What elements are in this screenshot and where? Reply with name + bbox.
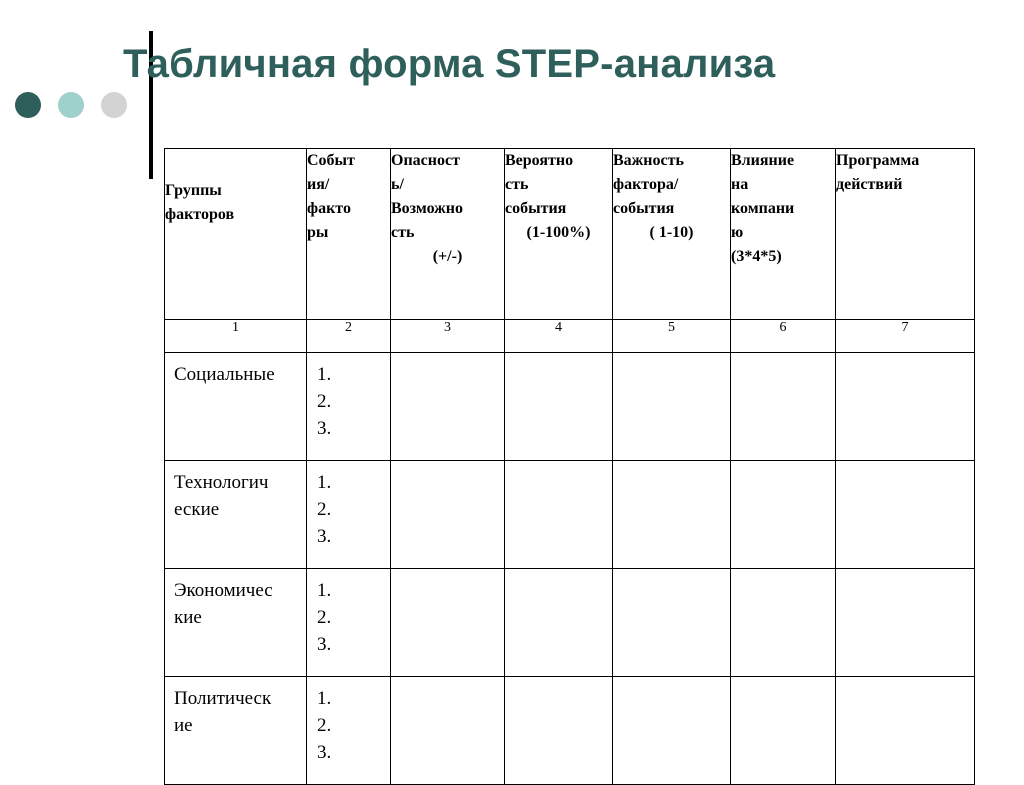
event-item: 1. <box>317 472 332 493</box>
event-item: 1. <box>317 364 332 385</box>
empty-cell <box>613 461 731 569</box>
header-cell-groups <box>165 149 307 320</box>
header-cell-importance <box>613 149 731 320</box>
header-cell-impact <box>731 149 836 320</box>
empty-cell <box>505 569 613 677</box>
column-number: 5 <box>613 320 731 353</box>
event-item: 3. <box>317 634 332 655</box>
column-number: 4 <box>505 320 613 353</box>
header-line: сть <box>391 224 415 241</box>
empty-cell <box>505 353 613 461</box>
empty-cell <box>505 677 613 785</box>
table-row-political <box>165 677 975 785</box>
group-cell <box>165 461 307 569</box>
slide-title: Табличная форма STEP-анализа <box>123 42 776 86</box>
header-cell-probability <box>505 149 613 320</box>
header-line: компани <box>731 200 795 217</box>
group-label: Экономичес <box>174 580 273 601</box>
header-line: Опасност <box>391 152 460 169</box>
group-label: Социальные <box>174 364 275 385</box>
table-row-technological <box>165 461 975 569</box>
column-number: 1 <box>165 320 307 353</box>
header-line: Программа <box>836 152 920 169</box>
empty-cell <box>836 677 975 785</box>
event-item: 3. <box>317 526 332 547</box>
header-line: Вероятно <box>505 152 574 169</box>
header-line: события <box>505 200 567 217</box>
event-item: 2. <box>317 499 332 520</box>
header-line: Событ <box>307 152 355 169</box>
header-line: (+/-) <box>432 248 463 265</box>
header-line: Влияние <box>731 152 795 169</box>
table-row-social <box>165 353 975 461</box>
empty-cell <box>391 569 505 677</box>
empty-cell <box>731 461 836 569</box>
empty-cell <box>613 677 731 785</box>
decor-dot-dark <box>15 92 41 118</box>
header-line: ю <box>731 224 744 241</box>
empty-cell <box>836 569 975 677</box>
group-label: еские <box>174 499 220 520</box>
header-line: (3*4*5) <box>731 248 782 265</box>
group-cell <box>165 569 307 677</box>
decor-dot-grey <box>101 92 127 118</box>
header-line: ия/ <box>307 176 330 193</box>
step-analysis-table <box>164 148 975 785</box>
decor-dot-teal <box>58 92 84 118</box>
header-line: фактора/ <box>613 176 679 193</box>
events-cell <box>307 569 391 677</box>
event-item: 2. <box>317 715 332 736</box>
header-line: факторов <box>165 206 235 223</box>
column-number: 6 <box>731 320 836 353</box>
header-cell-events <box>307 149 391 320</box>
group-cell <box>165 353 307 461</box>
empty-cell <box>836 461 975 569</box>
column-number-row <box>165 320 975 353</box>
header-line: на <box>731 176 749 193</box>
column-number: 3 <box>391 320 505 353</box>
event-item: 3. <box>317 742 332 763</box>
group-label: кие <box>174 607 202 628</box>
header-line: (1-100%) <box>526 224 591 241</box>
header-line: сть <box>505 176 529 193</box>
group-label: Технологич <box>174 472 269 493</box>
group-cell <box>165 677 307 785</box>
empty-cell <box>391 461 505 569</box>
empty-cell <box>731 569 836 677</box>
event-item: 1. <box>317 580 332 601</box>
header-line: ь/ <box>391 176 404 193</box>
header-line: ( 1-10) <box>649 224 694 241</box>
empty-cell <box>836 353 975 461</box>
column-number: 2 <box>307 320 391 353</box>
group-label: ие <box>174 715 193 736</box>
header-row <box>165 149 975 320</box>
event-item: 3. <box>317 418 332 439</box>
header-cell-program <box>836 149 975 320</box>
empty-cell <box>613 353 731 461</box>
events-cell <box>307 461 391 569</box>
event-item: 2. <box>317 391 332 412</box>
column-number: 7 <box>836 320 975 353</box>
empty-cell <box>731 353 836 461</box>
group-label: Политическ <box>174 688 272 709</box>
empty-cell <box>613 569 731 677</box>
header-line: Важность <box>613 152 684 169</box>
events-cell <box>307 677 391 785</box>
header-line: события <box>613 200 675 217</box>
empty-cell <box>505 461 613 569</box>
events-cell <box>307 353 391 461</box>
header-line: ры <box>307 224 329 241</box>
event-item: 1. <box>317 688 332 709</box>
empty-cell <box>731 677 836 785</box>
header-line: Группы <box>165 182 222 199</box>
event-item: 2. <box>317 607 332 628</box>
empty-cell <box>391 353 505 461</box>
empty-cell <box>391 677 505 785</box>
header-cell-danger <box>391 149 505 320</box>
header-line: действий <box>836 176 903 193</box>
table-row-economic <box>165 569 975 677</box>
header-line: факто <box>307 200 351 217</box>
header-line: Возможно <box>391 200 463 217</box>
